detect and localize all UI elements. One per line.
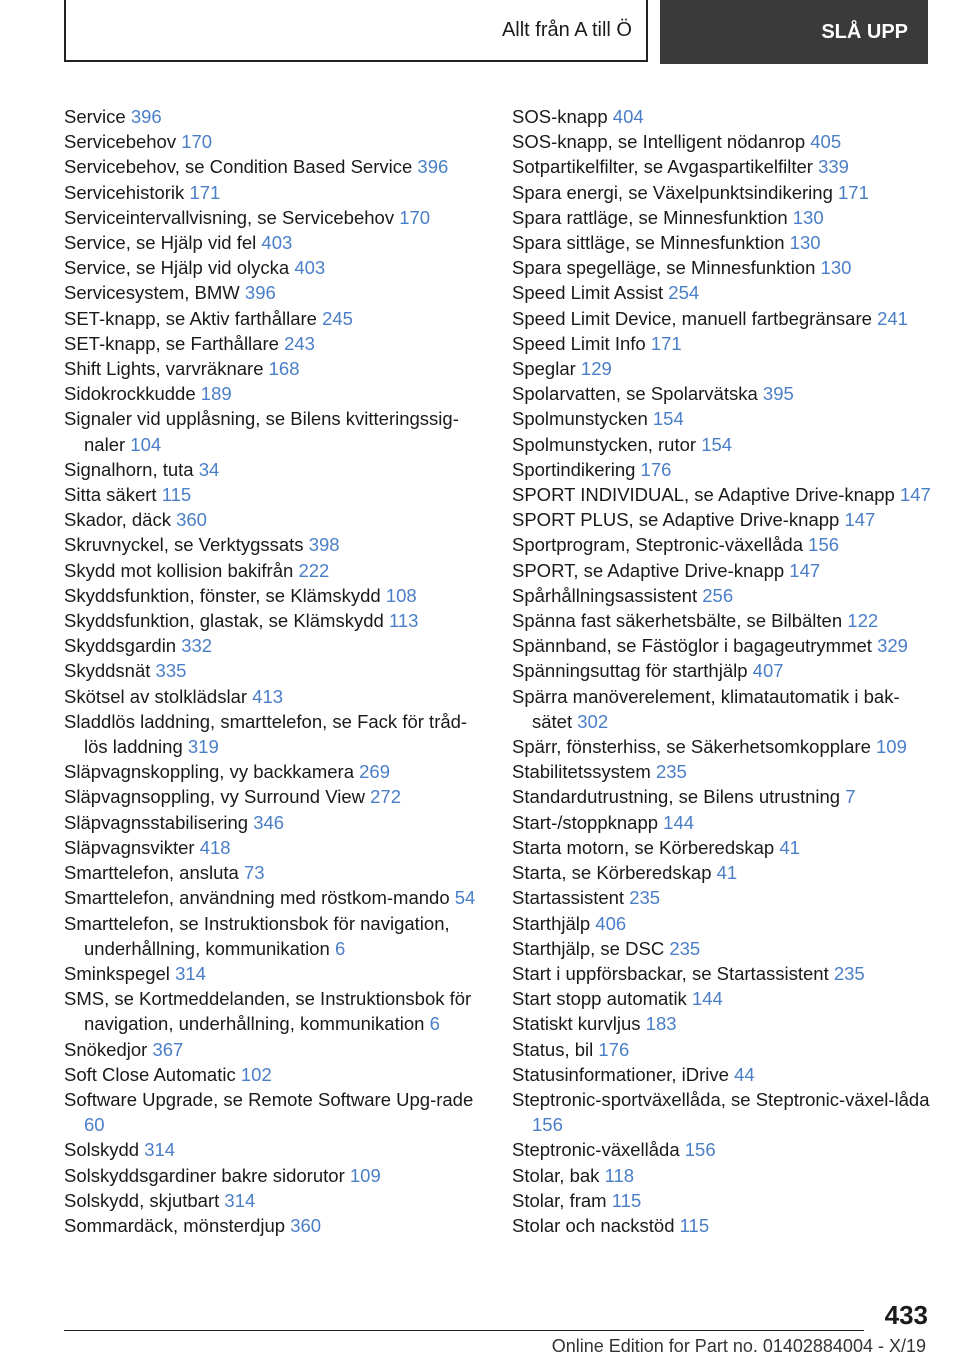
index-term: Solskydd, skjutbart [64, 1189, 220, 1211]
index-entry [64, 306, 484, 331]
page-link[interactable]: 7 [845, 786, 856, 808]
index-term: Sommardäck, mönsterdjup [64, 1214, 286, 1236]
index-term: Släpvagnsoppling, vy Surround View [64, 786, 365, 808]
page-link[interactable]: 404 [612, 106, 644, 127]
index-entry [64, 1037, 484, 1062]
index-term: Skydd mot kollision bakifrån [64, 559, 294, 581]
index-term: Släpvagnsvikter [64, 836, 195, 858]
page-link[interactable]: 403 [294, 257, 326, 279]
index-entry [64, 180, 484, 205]
index-term: Solskydd [64, 1139, 140, 1161]
page-link[interactable]: 113 [388, 610, 419, 632]
index-entry [64, 1087, 484, 1137]
index-entry [512, 331, 932, 356]
index-term: Spara sittläge, se Minnesfunktion [512, 232, 785, 254]
index-entry [512, 558, 932, 583]
index-entry [512, 885, 932, 910]
index-term: Servicebehov, se Condition Based Service [64, 156, 413, 178]
index-term: Servicebehov [64, 131, 177, 153]
index-term: Start stopp automatik [512, 988, 687, 1010]
index-entry [512, 911, 932, 936]
index-term: Software Upgrade, se Remote Software Upg-rade [64, 1088, 474, 1110]
index-entry [64, 1137, 484, 1162]
page-link[interactable]: 398 [308, 534, 340, 556]
index-entry [512, 356, 932, 381]
index-entry [64, 986, 484, 1036]
page-link[interactable]: 176 [640, 458, 672, 480]
page-link[interactable]: 130 [820, 257, 852, 279]
index-term: Starthjälp, se DSC [512, 937, 665, 959]
index-entry [64, 608, 484, 633]
page-link[interactable]: 154 [652, 408, 684, 430]
page-link[interactable]: 314 [144, 1139, 176, 1161]
index-entry [512, 406, 932, 431]
page-link[interactable]: 147 [789, 559, 821, 581]
page-link[interactable]: 102 [240, 1063, 272, 1085]
page-link[interactable]: 235 [669, 937, 701, 959]
page-link[interactable]: 108 [385, 584, 417, 606]
index-term: Startassistent [512, 887, 625, 909]
index-entry [64, 860, 484, 885]
index-term: Stolar, bak [512, 1164, 600, 1186]
page-link[interactable]: 335 [155, 660, 187, 682]
index-entry [512, 734, 932, 759]
index-entry [512, 784, 932, 809]
index-entry [64, 558, 484, 583]
index-term: Skyddsfunktion, fönster, se Klämskydd [64, 584, 381, 606]
index-entry [64, 1163, 484, 1188]
footer-edition: Online Edition for Part no. 01402884004 - X/19 [551, 1336, 926, 1356]
page-link[interactable]: 109 [876, 736, 907, 758]
index-entry [64, 1188, 484, 1213]
index-entry [512, 1087, 932, 1137]
page-link[interactable]: 403 [261, 232, 293, 254]
index-term: Starta, se Körberedskap [512, 862, 712, 884]
index-entry [512, 1062, 932, 1087]
index-entry [512, 482, 932, 507]
page-link[interactable]: 235 [833, 962, 865, 984]
page-link[interactable]: 154 [701, 433, 733, 455]
page-link[interactable]: 367 [152, 1038, 184, 1060]
index-term: Service [64, 106, 126, 127]
index-entry [512, 230, 932, 255]
page-link[interactable]: 360 [176, 509, 207, 531]
index-term: Steptronic-sportväxellåda, se Steptronic-växel-låda [512, 1088, 930, 1110]
index-entry [64, 104, 484, 129]
index-term: Sportindikering [512, 458, 636, 480]
page-link[interactable]: 396 [244, 282, 276, 304]
page-link[interactable]: 130 [792, 206, 824, 228]
page-link[interactable]: 6 [429, 1013, 440, 1035]
index-term: SOS-knapp, se Intelligent nödanrop [512, 131, 806, 153]
page-link[interactable]: 396 [417, 156, 449, 178]
index-column-left [64, 104, 484, 1238]
page-link[interactable]: 314 [175, 962, 206, 984]
index-entry [512, 1137, 932, 1162]
page-link[interactable]: 329 [877, 635, 908, 657]
index-entry [512, 154, 932, 179]
index-term: SOS-knapp [512, 106, 608, 127]
index-entry [64, 129, 484, 154]
index-term: Sportprogram, Steptronic-växellåda [512, 534, 804, 556]
index-entry [64, 507, 484, 532]
index-term: SET-knapp, se Farthållare [64, 332, 279, 354]
index-entry [512, 810, 932, 835]
page-link[interactable]: 6 [334, 937, 346, 959]
page-link[interactable]: 115 [611, 1189, 642, 1211]
index-term: Skruvnyckel, se Verktygssats [64, 534, 304, 556]
index-term: Stolar, fram [512, 1189, 607, 1211]
index-entry [64, 230, 484, 255]
index-term: Spänna fast säkerhetsbälte, se Bilbälten [512, 610, 843, 632]
index-term: Smarttelefon, användning med röstkom-mando [64, 887, 450, 909]
index-term: Signalhorn, tuta [64, 458, 194, 480]
index-term: Starta motorn, se Körberedskap [512, 836, 775, 858]
index-entry [512, 129, 932, 154]
index-term: Speed Limit Info [512, 332, 646, 354]
index-term: Start-/stoppknapp [512, 811, 659, 833]
index-term: Spara spegelläge, se Minnesfunktion [512, 257, 816, 279]
index-entry [64, 406, 484, 456]
page-link[interactable]: 360 [290, 1214, 322, 1236]
index-term: Sminkspegel [64, 962, 170, 984]
index-entry [64, 658, 484, 683]
index-entry [512, 280, 932, 305]
index-entry [512, 507, 932, 532]
page-link[interactable]: 44 [734, 1063, 755, 1085]
index-entry [64, 280, 484, 305]
page-link[interactable]: 130 [789, 232, 821, 254]
index-term: Spärr, fönsterhiss, se Säkerhetsomkopplare [512, 736, 871, 758]
index-entry [64, 961, 484, 986]
index-entry [512, 381, 932, 406]
index-entry [64, 532, 484, 557]
index-entry [64, 784, 484, 809]
page-link[interactable]: 147 [844, 509, 876, 531]
page-link[interactable]: 34 [198, 458, 220, 480]
index-entry [512, 986, 932, 1011]
page-link[interactable]: 302 [577, 710, 609, 732]
index-term: Spolmunstycken, rutor [512, 433, 697, 455]
index-term: Spara rattläge, se Minnesfunktion [512, 206, 788, 228]
page-link[interactable]: 170 [399, 206, 431, 228]
index-term: Spårhållningsassistent [512, 584, 698, 606]
index-term: Standardutrustning, se Bilens utrustning [512, 786, 841, 808]
index-term: Steptronic-växellåda [512, 1139, 680, 1161]
index-entry [64, 759, 484, 784]
index-entry [512, 583, 932, 608]
page-link[interactable]: 168 [268, 358, 300, 380]
page-link[interactable]: 41 [716, 862, 738, 884]
page-link[interactable]: 115 [679, 1214, 710, 1236]
page-link[interactable]: 332 [181, 635, 213, 657]
index-term: Skötsel av stolklädslar [64, 685, 248, 707]
page-link[interactable]: 189 [200, 383, 232, 405]
index-term: Soft Close Automatic [64, 1063, 236, 1085]
page-link[interactable]: 171 [650, 332, 682, 354]
index-term: Skyddsfunktion, glastak, se Klämskydd [64, 610, 384, 632]
index-entry [64, 205, 484, 230]
index-entry [512, 684, 932, 734]
page-link[interactable]: 407 [752, 660, 784, 682]
index-entry [64, 356, 484, 381]
page-link[interactable]: 54 [454, 887, 476, 909]
page-link[interactable]: 346 [253, 811, 285, 833]
footer-divider [64, 1330, 864, 1331]
page-link[interactable]: 339 [818, 156, 849, 178]
page-link[interactable]: 104 [130, 433, 162, 455]
index-term: SPORT INDIVIDUAL, se Adaptive Drive-knapp [512, 484, 895, 506]
index-entry [512, 255, 932, 280]
page-link[interactable]: 413 [252, 685, 284, 707]
index-term: Servicehistorik [64, 181, 185, 203]
index-term: Sidokrockkudde [64, 383, 196, 405]
index-term: Service, se Hjälp vid olycka [64, 257, 290, 279]
page-link[interactable]: 176 [598, 1038, 630, 1060]
index-term: Signaler vid upplåsning, se Bilens kvitteringssig-naler [64, 408, 459, 455]
page-link[interactable]: 405 [810, 131, 842, 153]
index-entry [64, 482, 484, 507]
index-entry [64, 709, 484, 759]
page-link[interactable]: 118 [604, 1164, 635, 1186]
index-term: Spärra manöverelement, klimatautomatik i bak-sätet [512, 685, 900, 732]
index-entry [512, 1163, 932, 1188]
index-entry [64, 835, 484, 860]
page-link[interactable]: 129 [580, 358, 612, 380]
index-term: Speed Limit Device, manuell fartbegränsare [512, 307, 872, 329]
page-link[interactable]: 60 [84, 1114, 105, 1136]
page-link[interactable]: 122 [847, 610, 879, 632]
page-link[interactable]: 235 [655, 761, 687, 783]
index-term: Snökedjor [64, 1038, 148, 1060]
index-entry [64, 911, 484, 961]
page-link[interactable]: 73 [243, 862, 265, 884]
index-term: Sotpartikelfilter, se Avgaspartikelfilter [512, 156, 813, 178]
page-link[interactable]: 41 [779, 836, 800, 858]
index-entry [64, 255, 484, 280]
page-link[interactable]: 256 [702, 584, 734, 606]
index-term: Släpvagnsstabilisering [64, 811, 249, 833]
index-term: Smarttelefon, se Instruktionsbok för navigation, underhållning, kommunikation [64, 912, 450, 959]
page-link[interactable]: 147 [899, 484, 931, 506]
index-term: Spolarvatten, se Spolarvätska [512, 383, 758, 405]
index-entry [512, 658, 932, 683]
index-entry [512, 860, 932, 885]
index-term: Spara energi, se Växelpunktsindikering [512, 181, 833, 203]
index-entry [512, 306, 932, 331]
page-link[interactable]: 245 [322, 307, 353, 329]
index-term: Skyddsgardin [64, 635, 177, 657]
page-link[interactable]: 109 [349, 1164, 381, 1186]
page-link[interactable]: 235 [629, 887, 661, 909]
index-term: Stolar och nackstöd [512, 1214, 675, 1236]
index-term: Spännband, se Fästöglor i bagageutrymmet [512, 635, 872, 657]
page-link[interactable]: 183 [645, 1013, 677, 1035]
page-link[interactable]: 156 [532, 1114, 563, 1136]
index-entry [512, 759, 932, 784]
index-entry [512, 608, 932, 633]
page-link[interactable]: 319 [187, 736, 219, 758]
index-entry [512, 205, 932, 230]
index-entry [512, 1037, 932, 1062]
index-entry [512, 180, 932, 205]
index-entry [64, 684, 484, 709]
index-entry [64, 1213, 484, 1238]
page-link[interactable]: 269 [359, 761, 391, 783]
page-link[interactable]: 254 [668, 282, 700, 304]
index-term: Statiskt kurvljus [512, 1013, 641, 1035]
index-term: Starthjälp [512, 912, 591, 934]
index-entry [512, 1213, 932, 1238]
tab-index-a-to-z[interactable]: Allt från A till Ö [64, 0, 648, 62]
page-link[interactable]: 222 [298, 559, 330, 581]
index-entry [512, 1188, 932, 1213]
top-navigation [64, 0, 928, 64]
index-term: SPORT, se Adaptive Drive-knapp [512, 559, 785, 581]
page-link[interactable]: 144 [663, 811, 695, 833]
page-link[interactable]: 171 [838, 181, 869, 203]
index-term: Stabilitetssystem [512, 761, 651, 783]
page-link[interactable]: 115 [161, 484, 192, 506]
index-term: Smarttelefon, ansluta [64, 862, 239, 884]
page-link[interactable]: 156 [808, 534, 840, 556]
index-term: Spolmunstycken [512, 408, 648, 430]
index-entry [512, 936, 932, 961]
index-term: Skador, däck [64, 509, 171, 531]
index-term: Skyddsnät [64, 660, 151, 682]
page-link[interactable]: 314 [224, 1189, 256, 1211]
index-term: Speed Limit Assist [512, 282, 664, 304]
page-link[interactable]: 144 [691, 988, 723, 1010]
index-entry [512, 457, 932, 482]
index-entry [512, 835, 932, 860]
index-term: SET-knapp, se Aktiv farthållare [64, 307, 317, 329]
page-link[interactable]: 396 [130, 106, 162, 127]
page-link[interactable]: 395 [762, 383, 794, 405]
index-entry [64, 583, 484, 608]
index-entry [64, 885, 484, 910]
index-entry [64, 381, 484, 406]
page-link[interactable]: 171 [189, 181, 221, 203]
index-term: Sitta säkert [64, 484, 157, 506]
index-term: Status, bil [512, 1038, 594, 1060]
page-link[interactable]: 272 [370, 786, 402, 808]
index-term: Släpvagnskoppling, vy backkamera [64, 761, 354, 783]
index-entry [64, 633, 484, 658]
index-entry [512, 104, 932, 129]
index-entry [64, 457, 484, 482]
page-link[interactable]: 156 [684, 1139, 716, 1161]
index-term: Serviceintervallvisning, se Servicebehov [64, 206, 395, 228]
index-term: Speglar [512, 358, 576, 380]
index-entry [512, 1011, 932, 1036]
tab-lookup[interactable]: SLÅ UPP [660, 0, 928, 64]
index-term: SPORT PLUS, se Adaptive Drive-knapp [512, 509, 840, 531]
index-entry [64, 154, 484, 179]
index-term: Service, se Hjälp vid fel [64, 232, 257, 254]
page-link[interactable]: 243 [284, 332, 315, 354]
index-term: Solskyddsgardiner bakre sidorutor [64, 1164, 345, 1186]
index-entry [512, 532, 932, 557]
index-term: Servicesystem, BMW [64, 282, 240, 304]
index-entry [512, 432, 932, 457]
index-entry [64, 810, 484, 835]
index-term: Shift Lights, varvräknare [64, 358, 264, 380]
index-entry [512, 633, 932, 658]
index-term: Spänningsuttag för starthjälp [512, 660, 748, 682]
index-term: SMS, se Kortmeddelanden, se Instruktionsbok för navigation, underhållning, kommunikation [64, 988, 472, 1035]
page-link[interactable]: 418 [199, 836, 231, 858]
index-entry [64, 1062, 484, 1087]
page-number: 433 [884, 1300, 928, 1330]
page-link[interactable]: 406 [595, 912, 627, 934]
index-term: Sladdlös laddning, smarttelefon, se Fack för tråd-lös laddning [64, 710, 468, 758]
index-term: Start i uppförsbackar, se Startassistent [512, 962, 829, 984]
index-column-right [512, 104, 932, 1238]
index-entry [64, 331, 484, 356]
index-term: Statusinformationer, iDrive [512, 1063, 729, 1085]
page-link[interactable]: 241 [877, 307, 908, 329]
page-link[interactable]: 170 [181, 131, 213, 153]
index-entry [512, 961, 932, 986]
